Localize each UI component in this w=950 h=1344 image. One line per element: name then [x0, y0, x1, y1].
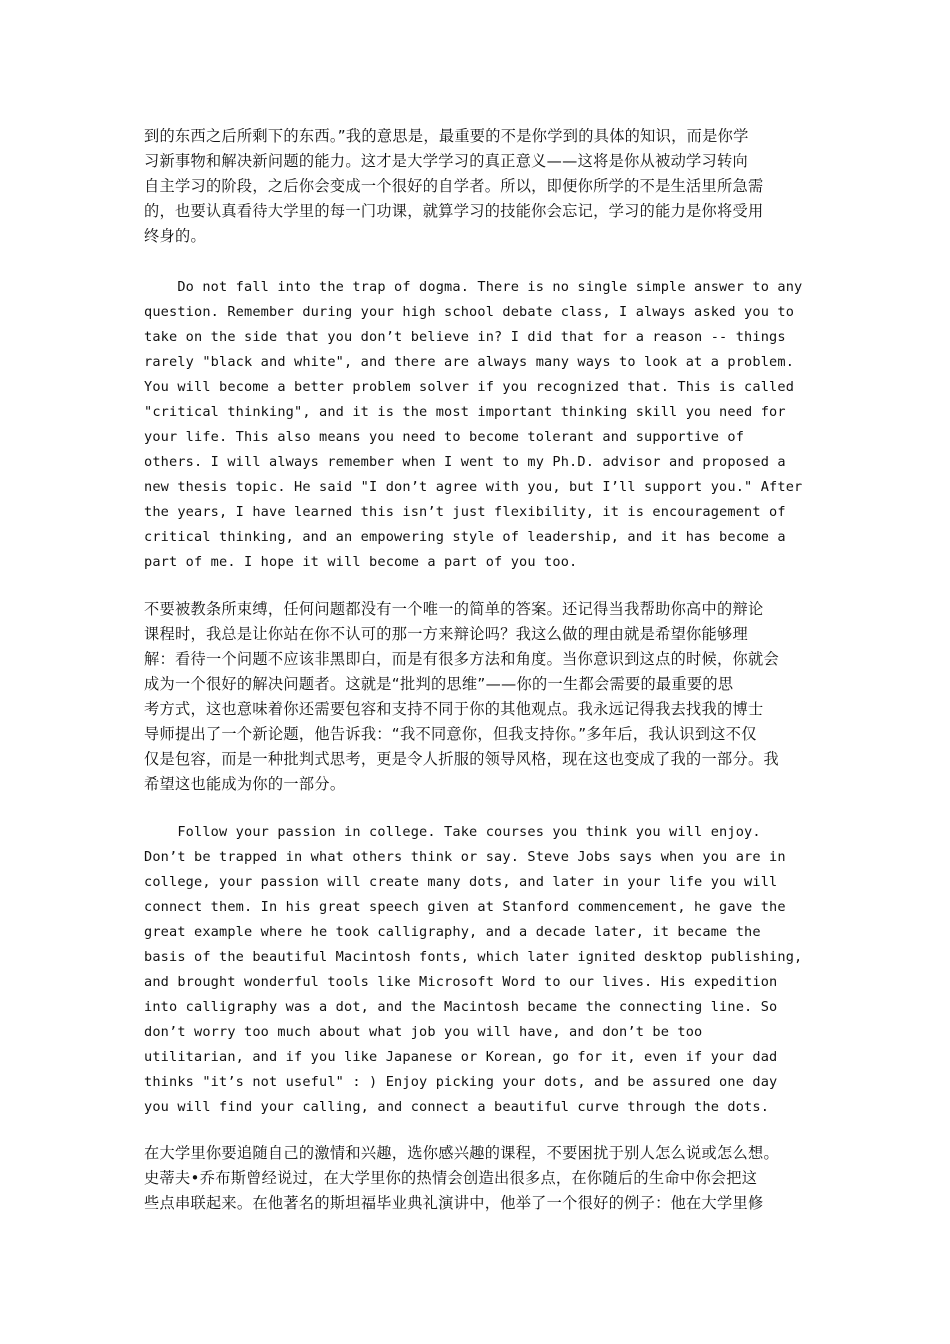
- paragraph-4-line: utilitarian, and if you like Japanese or Korean, go for it, even if your dad: [144, 1049, 778, 1065]
- paragraph-2-line: "critical thinking", and it is the most important thinking skill you need for: [144, 404, 786, 420]
- paragraph-4-line: Don’t be trapped in what others think or say. Steve Jobs says when you are in: [144, 849, 786, 865]
- paragraph-2-line: others. I will always remember when I went to my Ph.D. advisor and proposed a: [144, 454, 786, 470]
- paragraph-5-line: 在大学里你要追随自己的激情和兴趣，选你感兴趣的课程，不要困扰于别人怎么说或怎么想。: [144, 1144, 779, 1162]
- paragraph-2-line: question. Remember during your high school debate class, I always asked you to: [144, 304, 795, 320]
- paragraph-3-line: 仅是包容，而是一种批判式思考，更是令人折服的领导风格，现在这也变成了我的一部分。我: [144, 750, 779, 768]
- paragraph-2-line: critical thinking, and an empowering style of leadership, and it has become a: [144, 529, 786, 545]
- paragraph-3-line: 导师提出了一个新论题，他告诉我：“我不同意你，但我支持你。”多年后，我认识到这不仅: [144, 725, 757, 743]
- paragraph-3-line: 希望这也能成为你的一部分。: [144, 775, 346, 793]
- paragraph-1-line: 自主学习的阶段，之后你会变成一个很好的自学者。所以，即便你所学的不是生活里所急需: [144, 177, 764, 195]
- paragraph-1-line: 的，也要认真看待大学里的每一门功课，就算学习的技能你会忘记，学习的能力是你将受用: [144, 202, 764, 220]
- paragraph-5-line: 些点串联起来。在他著名的斯坦福毕业典礼演讲中，他举了一个很好的例子：他在大学里修: [144, 1194, 764, 1212]
- paragraph-4-line: thinks "it’s not useful" : ) Enjoy picking your dots, and be assured one day: [144, 1074, 778, 1090]
- paragraph-4-line: college, your passion will create many dots, and later in your life you will: [144, 874, 778, 890]
- paragraph-4-line: connect them. In his great speech given at Stanford commencement, he gave the: [144, 899, 786, 915]
- paragraph-2-line: You will become a better problem solver if you recognized that. This is called: [144, 379, 795, 395]
- paragraph-4-line: you will find your calling, and connect a beautiful curve through the dots.: [144, 1099, 770, 1115]
- paragraph-3-line: 课程时，我总是让你站在你不认可的那一方来辩论吗？我这么做的理由就是希望你能够理: [144, 625, 749, 643]
- paragraph-4-line: basis of the beautiful Macintosh fonts, which later ignited desktop publishing,: [144, 949, 803, 965]
- paragraph-2-line: new thesis topic. He said "I don’t agree with you, but I’ll support you." After: [144, 479, 803, 495]
- paragraph-4-line: Follow your passion in college. Take courses you think you will enjoy.: [144, 824, 761, 840]
- paragraph-3-line: 不要被教条所束缚，任何问题都没有一个唯一的简单的答案。还记得当我帮助你高中的辩论: [144, 600, 764, 618]
- paragraph-2-line: Do not fall into the trap of dogma. There is no single simple answer to any: [144, 279, 803, 295]
- paragraph-5-line: 史蒂夫•乔布斯曾经说过，在大学里你的热情会创造出很多点，在你随后的生命中你会把这: [144, 1169, 758, 1187]
- paragraph-1-line: 终身的。: [144, 227, 206, 245]
- paragraph-2-line: the years, I have learned this isn’t just flexibility, it is encouragement of: [144, 504, 786, 520]
- paragraph-1-line: 到的东西之后所剩下的东西。”我的意思是，最重要的不是你学到的具体的知识，而是你学: [144, 127, 749, 145]
- paragraph-2-line: take on the side that you don’t believe in? I did that for a reason -- things: [144, 329, 786, 345]
- paragraph-4-line: into calligraphy was a dot, and the Macintosh became the connecting line. So: [144, 999, 778, 1015]
- paragraph-4-line: great example where he took calligraphy, and a decade later, it became the: [144, 924, 761, 940]
- paragraph-4-line: don’t worry too much about what job you will have, and don’t be too: [144, 1024, 703, 1040]
- paragraph-3-line: 解：看待一个问题不应该非黑即白，而是有很多方法和角度。当你意识到这点的时候，你就会: [144, 650, 779, 668]
- paragraph-1-line: 习新事物和解决新问题的能力。这才是大学学习的真正意义——这将是你从被动学习转向: [144, 152, 749, 170]
- paragraph-2-line: rarely "black and white", and there are always many ways to look at a problem.: [144, 354, 795, 370]
- paragraph-2-line: your life. This also means you need to become tolerant and supportive of: [144, 429, 745, 445]
- paragraph-3-line: 成为一个很好的解决问题者。这就是“批判的思维”——你的一生都会需要的最重要的思: [144, 675, 734, 693]
- paragraph-4-line: and brought wonderful tools like Microsoft Word to our lives. His expedition: [144, 974, 778, 990]
- paragraph-2-line: part of me. I hope it will become a part of you too.: [144, 554, 578, 570]
- paragraph-3-line: 考方式，这也意味着你还需要包容和支持不同于你的其他观点。我永远记得我去找我的博士: [144, 700, 764, 718]
